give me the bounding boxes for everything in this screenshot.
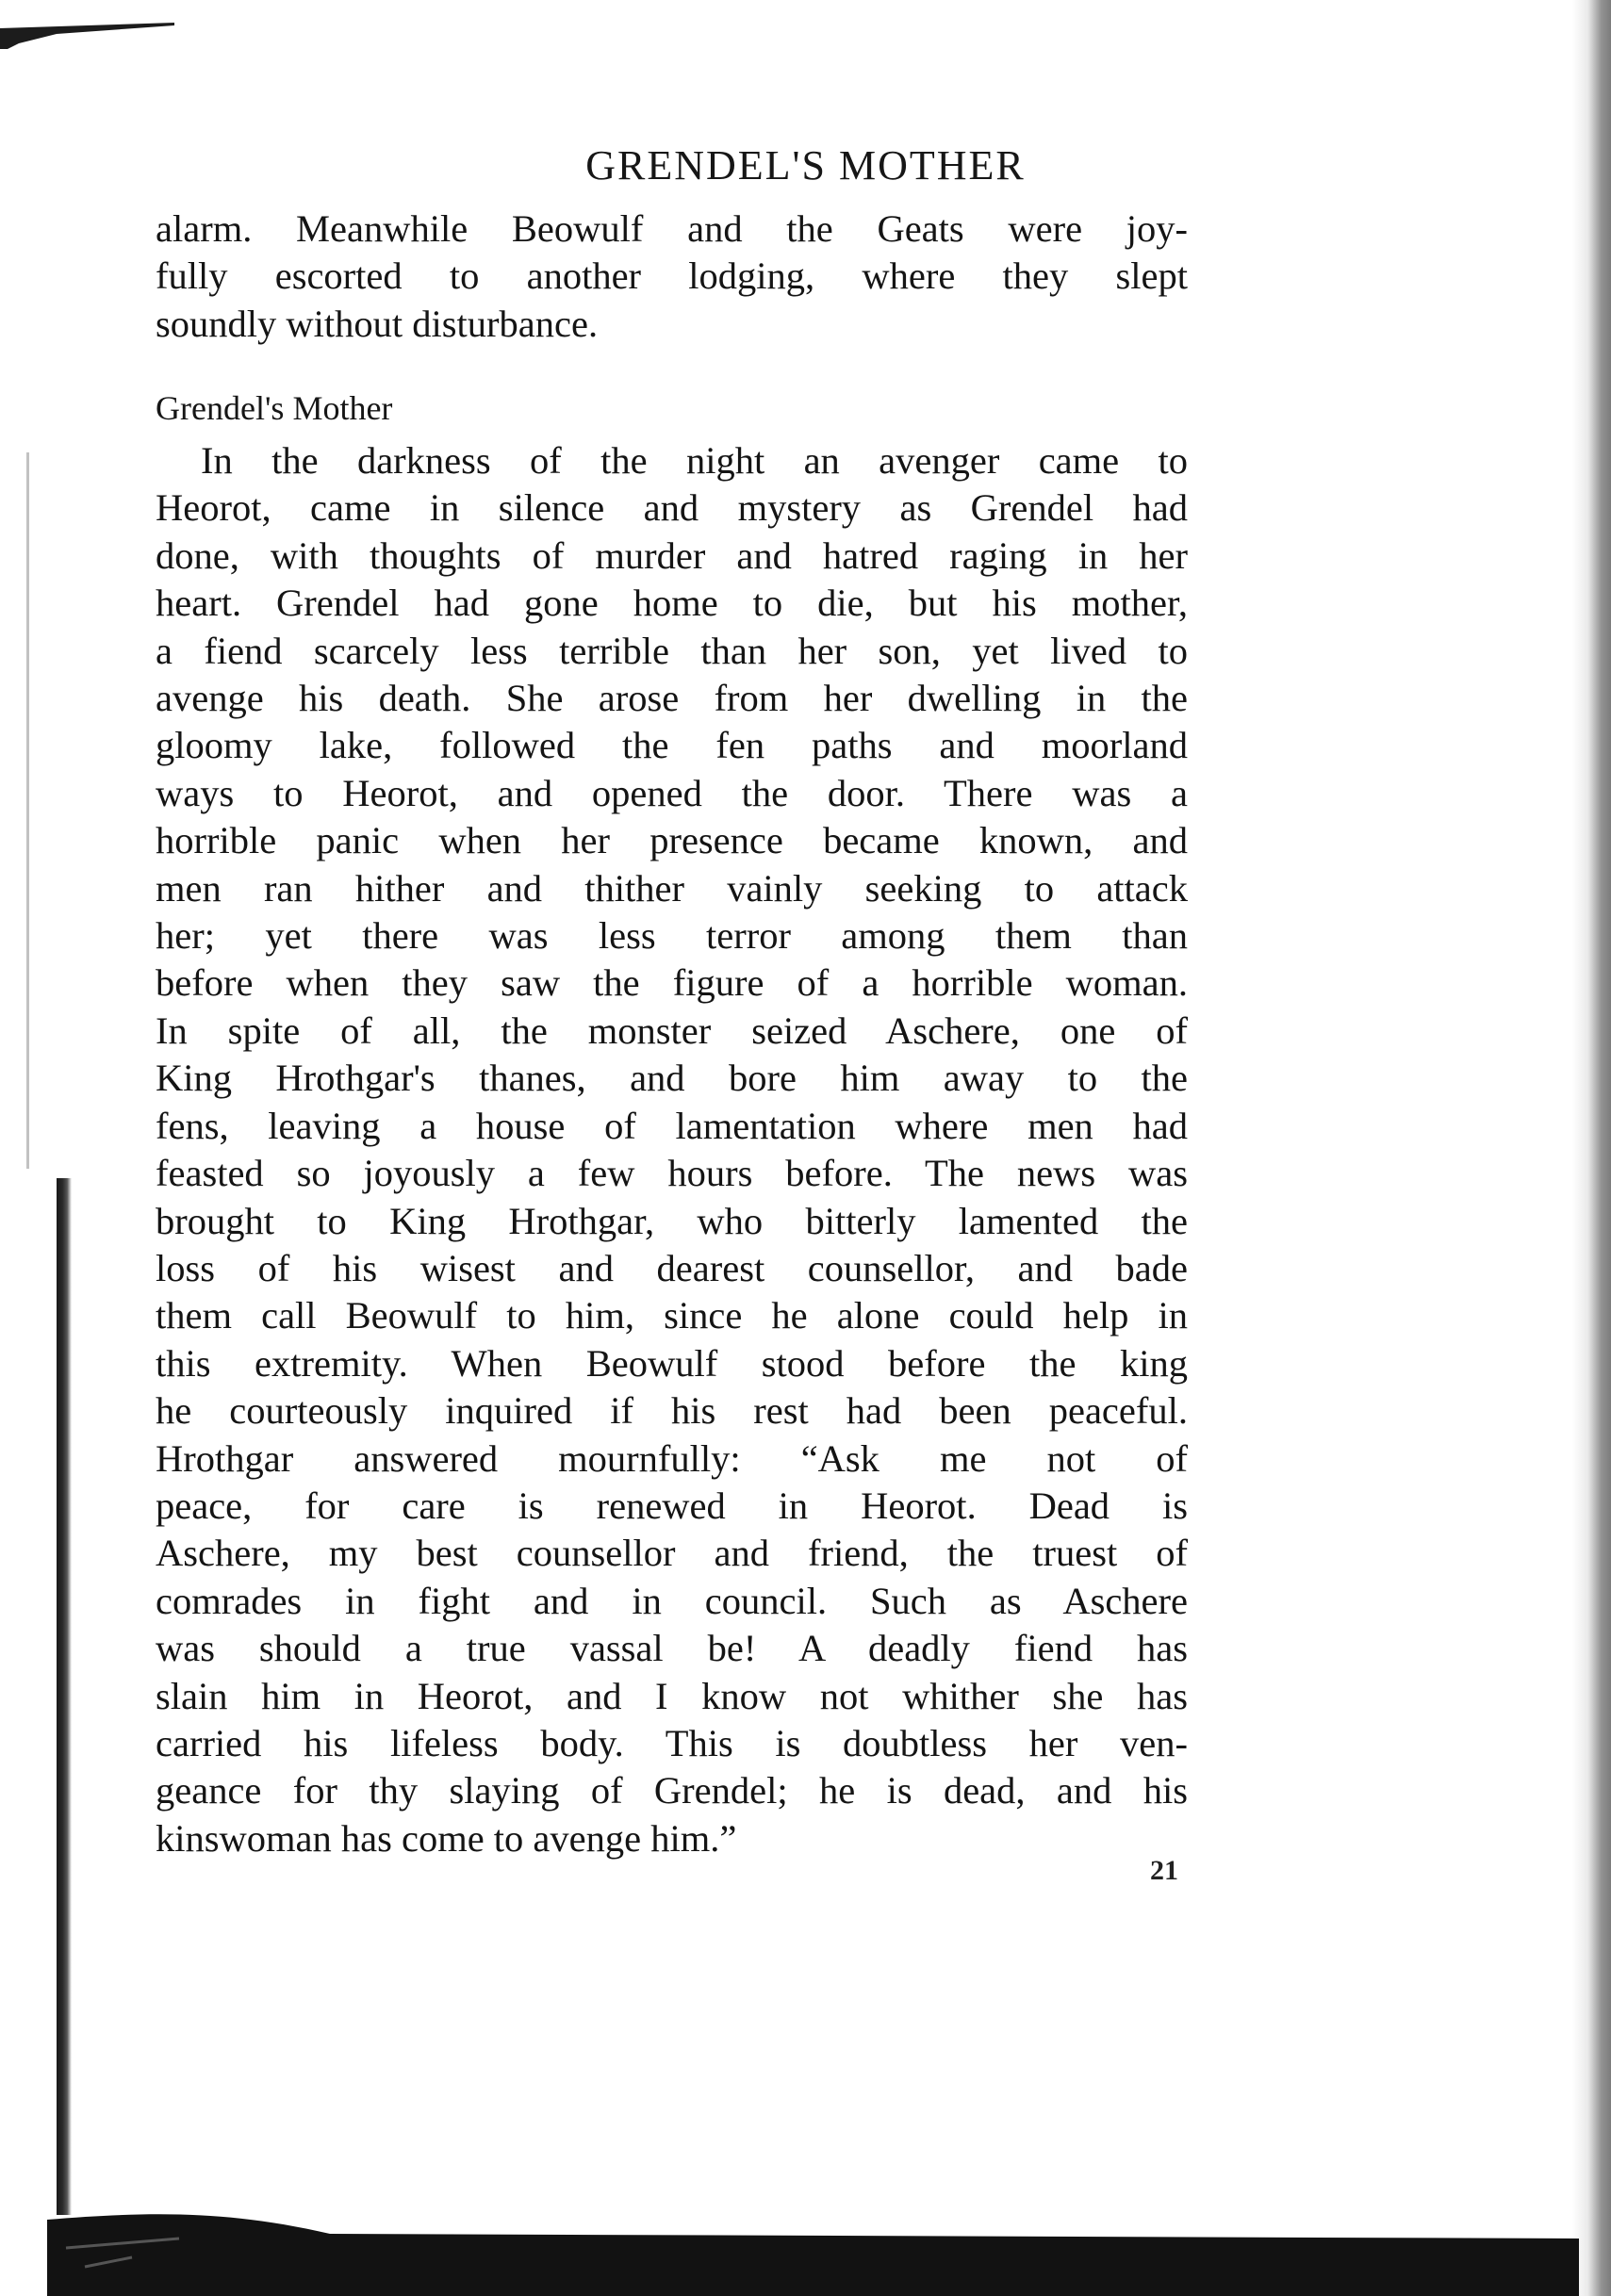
text-line: Aschere, my best counsellor and friend, the truest of [156, 1532, 1188, 1575]
text-line: peace, for care is renewed in Heorot. Dead is [156, 1484, 1188, 1527]
text-line: them call Beowulf to him, since he alone could help in [156, 1294, 1188, 1337]
text-line: ways to Heorot, and opened the door. There was a [156, 771, 1188, 814]
text-line: heart. Grendel had gone home to die, but his mother, [156, 582, 1188, 625]
text-line: he courteously inquired if his rest had been peaceful. [156, 1389, 1188, 1433]
text-line: was should a true vassal be! A deadly fiend has [156, 1627, 1188, 1670]
text-line: a fiend scarcely less terrible than her son, yet lived to [156, 629, 1188, 672]
text-line: King Hrothgar's thanes, and bore him away to the [156, 1057, 1188, 1100]
text-line: fully escorted to another lodging, where they slept [156, 254, 1188, 298]
text-line: avenge his death. She arose from her dwelling in the [156, 677, 1188, 720]
page-number: 21 [1150, 1855, 1178, 1886]
text-line: horrible panic when her presence became known, and [156, 819, 1188, 862]
text-line: brought to King Hrothgar, who bitterly lamented the [156, 1199, 1188, 1242]
paragraph-2 [156, 437, 1188, 1862]
text-line: kinswoman has come to avenge him.” [156, 1816, 737, 1860]
text-line: carried his lifeless body. This is doubtless her ven- [156, 1721, 1188, 1764]
text-line: gloomy lake, followed the fen paths and moorland [156, 724, 1188, 767]
text-line: comrades in fight and in council. Such as Aschere [156, 1579, 1188, 1622]
text-line: done, with thoughts of murder and hatred raging in her [156, 533, 1188, 577]
left-binding-shadow [57, 1178, 72, 2215]
scan-corner-mark [0, 21, 174, 49]
text-line: Heorot, came in silence and mystery as Grendel had [156, 486, 1188, 530]
bottom-binding-shadow [47, 2210, 1579, 2296]
text-line: alarm. Meanwhile Beowulf and the Geats were joy- [156, 207, 1188, 250]
text-line: In the darkness of the night an avenger came to [201, 439, 1188, 482]
text-line: soundly without disturbance. [156, 302, 599, 345]
text-line: geance for thy slaying of Grendel; he is dead, and his [156, 1769, 1188, 1812]
paragraph-1 [156, 205, 1188, 348]
text-line: slain him in Heorot, and I know not whither she has [156, 1674, 1188, 1717]
text-line: Hrothgar answered mournfully: “Ask me not of [156, 1436, 1188, 1480]
right-edge-shadow [1572, 0, 1611, 2296]
text-line: before when they saw the figure of a horrible woman. [156, 961, 1188, 1005]
text-line: men ran hither and thither vainly seeking to attack [156, 866, 1188, 910]
text-line: fens, leaving a house of lamentation where men had [156, 1104, 1188, 1147]
text-line: this extremity. When Beowulf stood before the king [156, 1341, 1188, 1385]
text-line: her; yet there was less terror among them than [156, 914, 1188, 958]
section-heading: Grendel's Mother [156, 389, 393, 427]
text-line: In spite of all, the monster seized Aschere, one of [156, 1009, 1188, 1052]
text-line: feasted so joyously a few hours before. The news was [156, 1152, 1188, 1195]
left-margin-shadow [26, 452, 29, 1169]
running-head: GRENDEL'S MOTHER [585, 142, 1026, 189]
text-line: loss of his wisest and dearest counsellor, and bade [156, 1246, 1188, 1289]
